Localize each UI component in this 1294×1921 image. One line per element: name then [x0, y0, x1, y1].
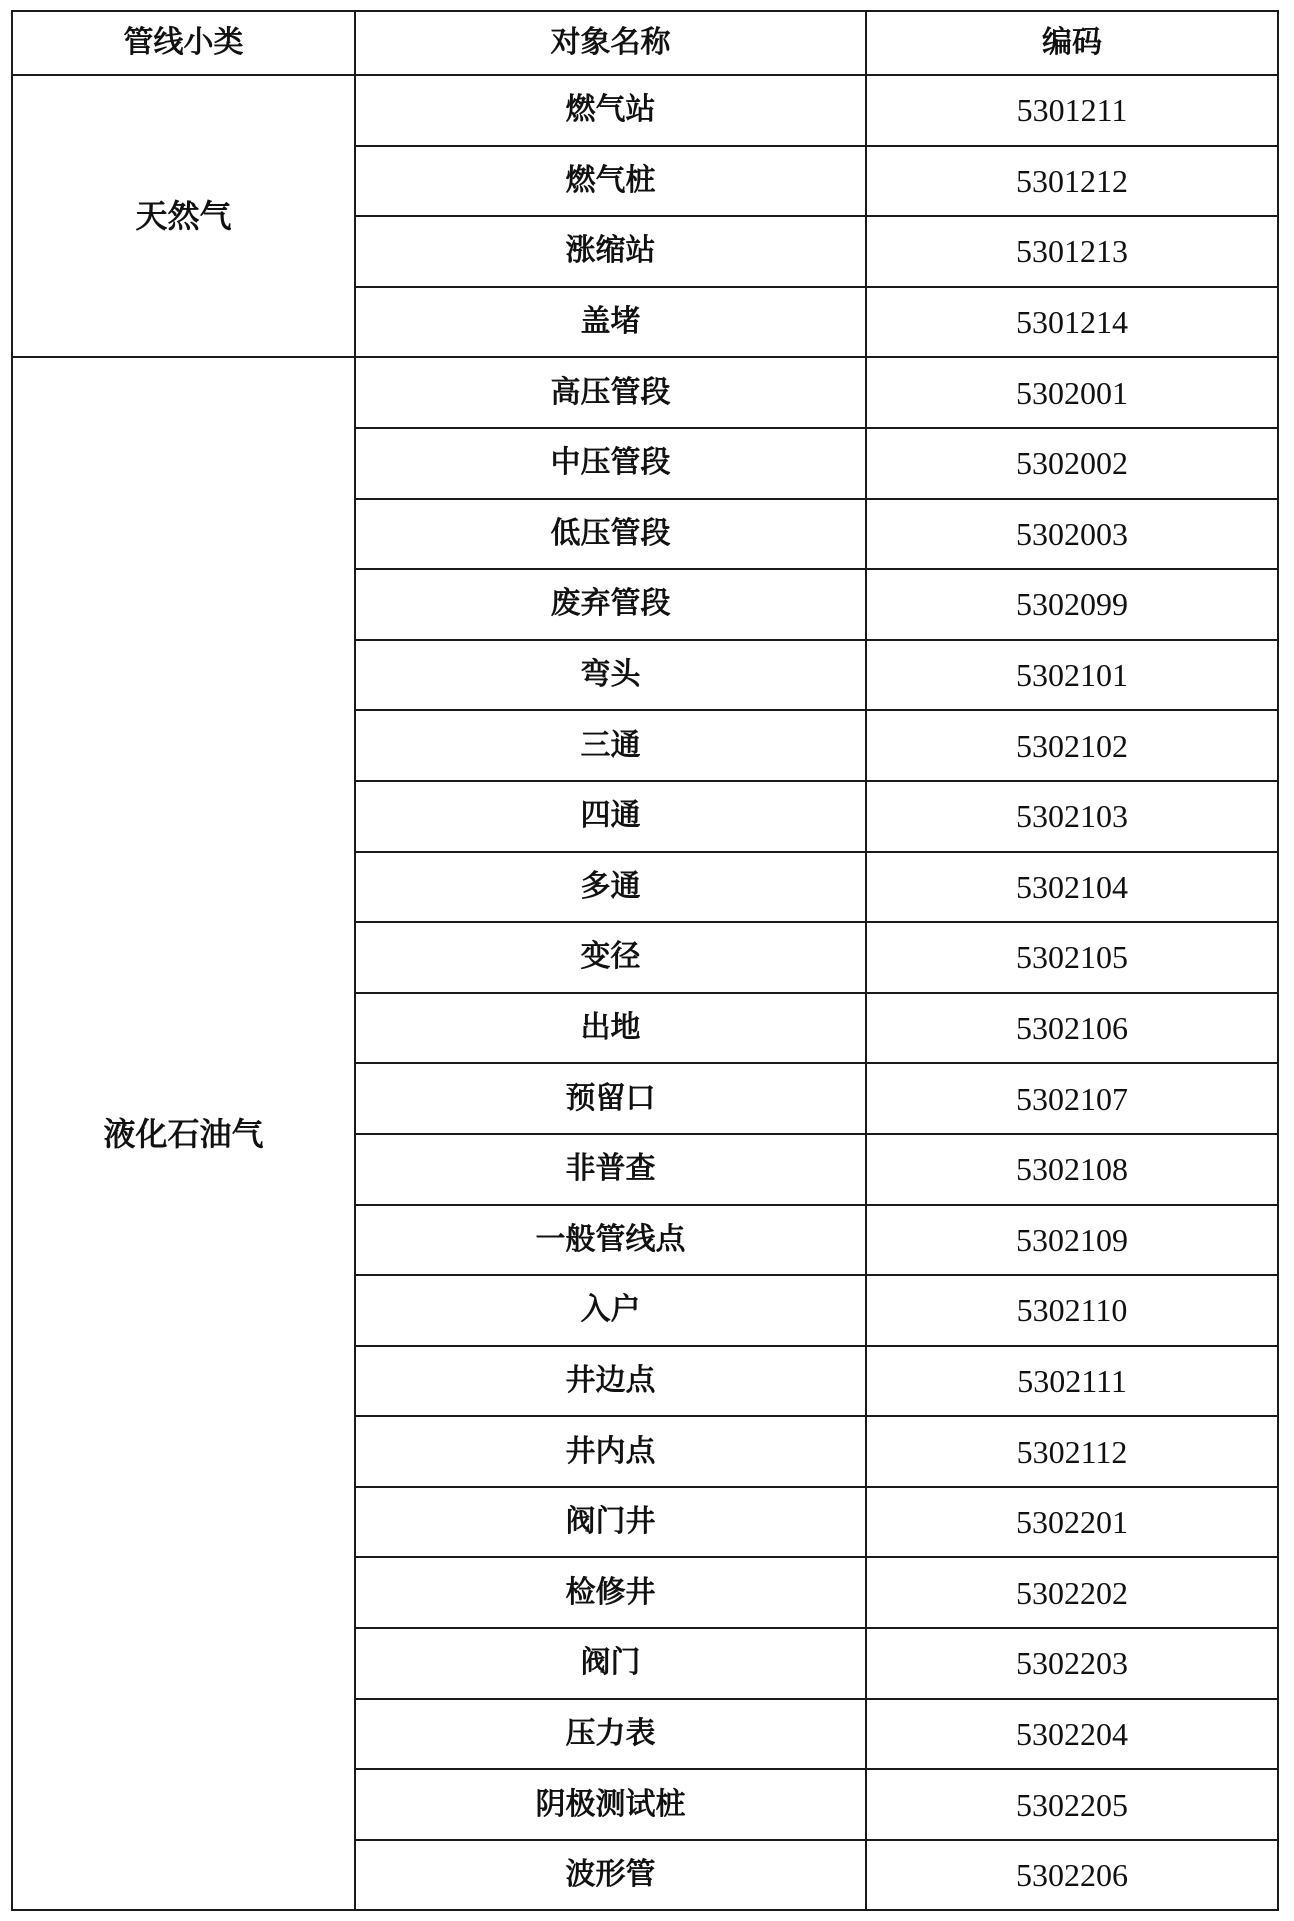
code-cell: 5302107: [866, 1063, 1278, 1134]
header-code: 编码: [866, 11, 1278, 75]
object-name-cell: 检修井: [355, 1557, 866, 1628]
table-body: [12, 75, 1278, 1910]
code-cell: 5302111: [866, 1346, 1278, 1417]
object-name-cell: 一般管线点: [355, 1205, 866, 1276]
object-name-cell: 非普查: [355, 1134, 866, 1205]
object-name-cell: 阀门井: [355, 1487, 866, 1558]
code-cell: 5302001: [866, 357, 1278, 428]
code-cell: 5302206: [866, 1840, 1278, 1911]
code-cell: 5301211: [866, 75, 1278, 146]
object-name-cell: 高压管段: [355, 357, 866, 428]
code-cell: 5302002: [866, 428, 1278, 499]
object-name-cell: 出地: [355, 993, 866, 1064]
object-name-cell: 废弃管段: [355, 569, 866, 640]
code-cell: 5302108: [866, 1134, 1278, 1205]
object-name-cell: 三通: [355, 710, 866, 781]
header-object-name: 对象名称: [355, 11, 866, 75]
code-cell: 5302104: [866, 852, 1278, 923]
header-row: [12, 11, 1278, 75]
object-name-cell: 燃气桩: [355, 146, 866, 217]
code-cell: 5302202: [866, 1557, 1278, 1628]
object-name-cell: 波形管: [355, 1840, 866, 1911]
object-name-cell: 盖堵: [355, 287, 866, 358]
code-cell: 5302205: [866, 1769, 1278, 1840]
object-name-cell: 井边点: [355, 1346, 866, 1417]
pipeline-code-table: [11, 10, 1279, 1911]
code-cell: 5302110: [866, 1275, 1278, 1346]
code-cell: 5302101: [866, 640, 1278, 711]
header-pipeline-subclass: 管线小类: [12, 11, 355, 75]
object-name-cell: 四通: [355, 781, 866, 852]
code-cell: 5302099: [866, 569, 1278, 640]
object-name-cell: 预留口: [355, 1063, 866, 1134]
table-row: [12, 357, 1278, 428]
code-cell: 5302103: [866, 781, 1278, 852]
object-name-cell: 涨缩站: [355, 216, 866, 287]
code-cell: 5302102: [866, 710, 1278, 781]
pipeline-subclass-cell: 天然气: [12, 75, 355, 357]
code-cell: 5302106: [866, 993, 1278, 1064]
object-name-cell: 多通: [355, 852, 866, 923]
object-name-cell: 阀门: [355, 1628, 866, 1699]
object-name-cell: 变径: [355, 922, 866, 993]
object-name-cell: 井内点: [355, 1416, 866, 1487]
code-cell: 5302112: [866, 1416, 1278, 1487]
object-name-cell: 低压管段: [355, 499, 866, 570]
code-cell: 5302105: [866, 922, 1278, 993]
object-name-cell: 弯头: [355, 640, 866, 711]
code-cell: 5302109: [866, 1205, 1278, 1276]
code-cell: 5301212: [866, 146, 1278, 217]
code-cell: 5302204: [866, 1699, 1278, 1770]
object-name-cell: 阴极测试桩: [355, 1769, 866, 1840]
object-name-cell: 压力表: [355, 1699, 866, 1770]
code-cell: 5301213: [866, 216, 1278, 287]
code-cell: 5302003: [866, 499, 1278, 570]
table-row: [12, 75, 1278, 146]
code-cell: 5302201: [866, 1487, 1278, 1558]
pipeline-subclass-cell: 液化石油气: [12, 357, 355, 1910]
code-cell: 5301214: [866, 287, 1278, 358]
object-name-cell: 入户: [355, 1275, 866, 1346]
object-name-cell: 中压管段: [355, 428, 866, 499]
code-cell: 5302203: [866, 1628, 1278, 1699]
object-name-cell: 燃气站: [355, 75, 866, 146]
